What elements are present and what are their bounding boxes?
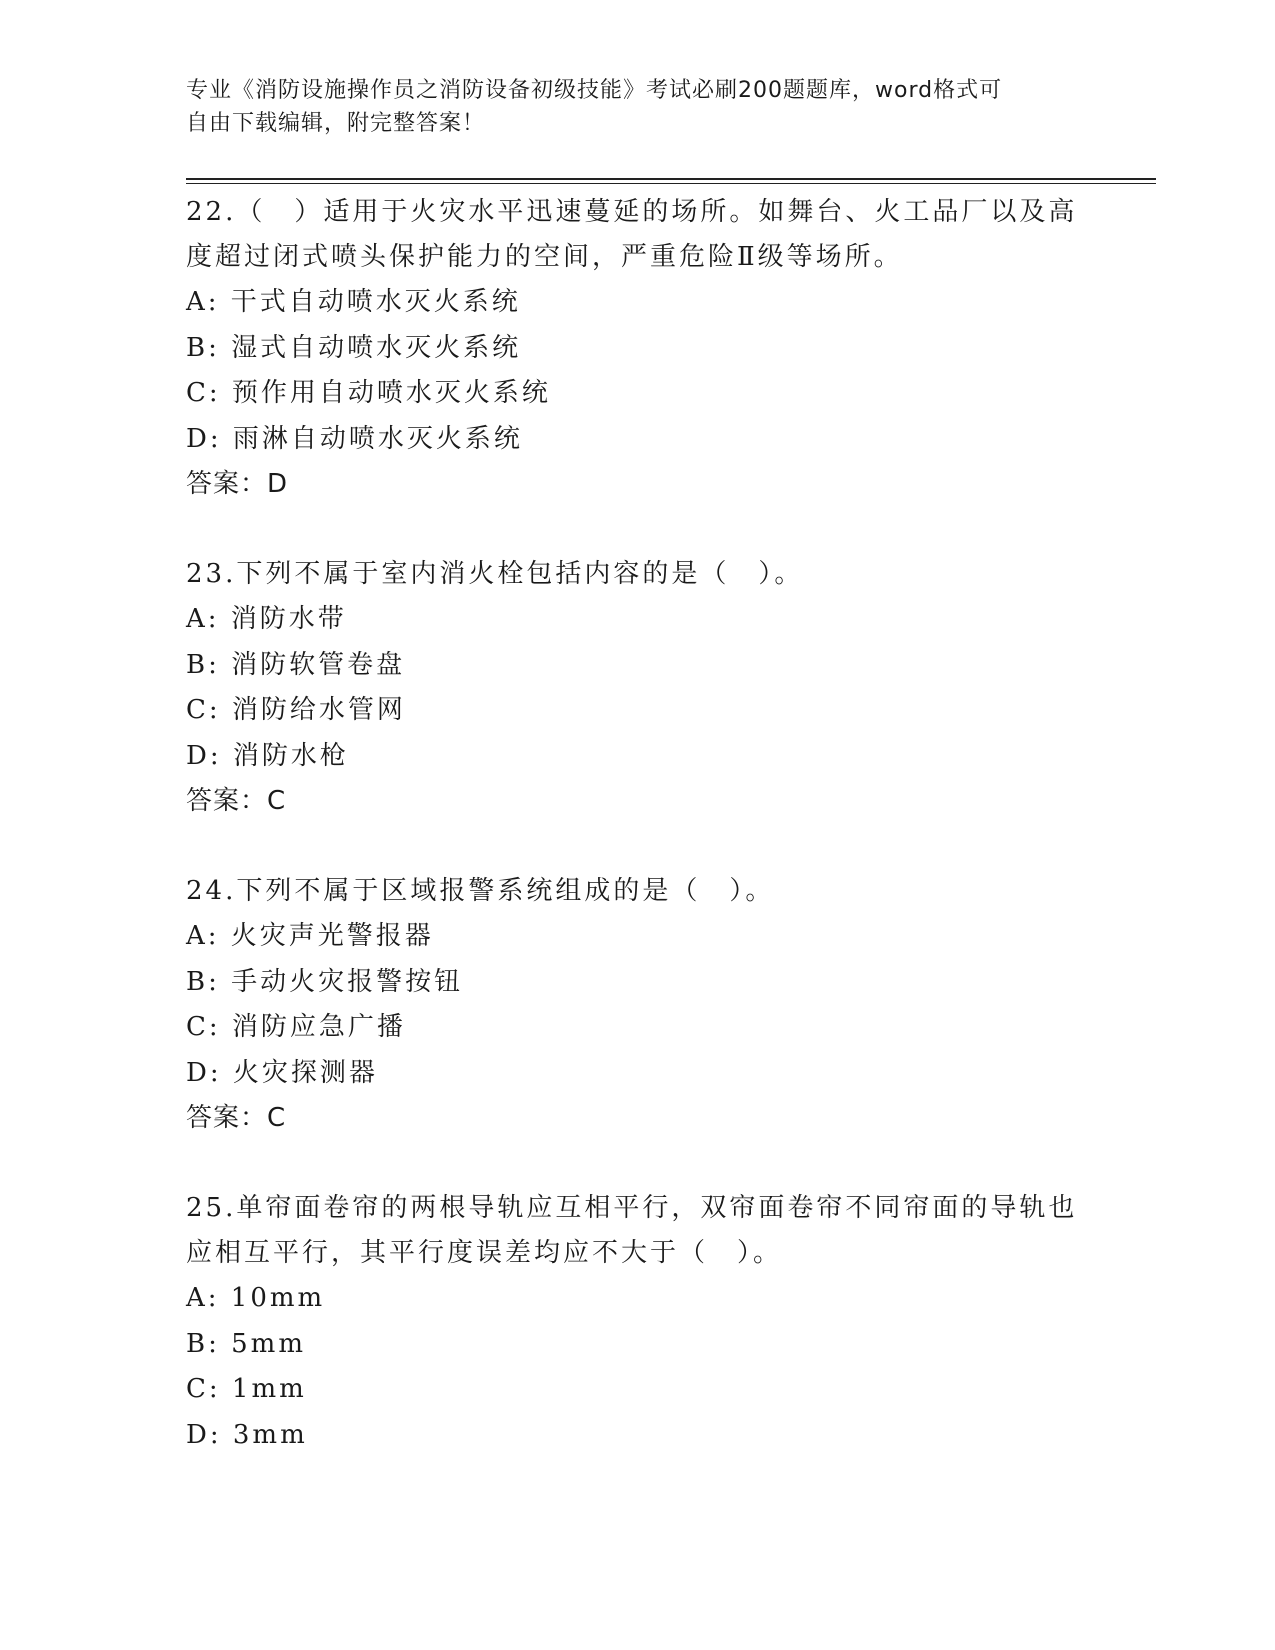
header-divider-thin <box>186 183 1156 184</box>
option-c: C: 消防应急广播 <box>186 1012 406 1042</box>
option-a: A: 消防水带 <box>186 604 347 634</box>
header-line-2: 自由下载编辑，附完整答案！ <box>186 111 486 136</box>
option-b: B: 湿式自动喷水灭火系统 <box>186 332 522 363</box>
answer: 答案：D <box>186 469 289 499</box>
option-c: C: 1mm <box>186 1374 307 1404</box>
answer: 答案：C <box>186 1103 287 1133</box>
option-d: D: 消防水枪 <box>186 740 349 771</box>
header-line-1: 专业《消防设施操作员之消防设备初级技能》考试必刷200题题库，word格式可 <box>186 78 1003 103</box>
document-header <box>186 74 1086 140</box>
question-list <box>186 190 1146 1503</box>
option-c: C: 预作用自动喷水灭火系统 <box>186 378 551 408</box>
option-a: A: 干式自动喷水灭火系统 <box>186 287 521 317</box>
question-text: 22.（ ）适用于火灾水平迅速蔓延的场所。如舞台、火工品厂以及高度超过闭式喷头保护能力的空间，严重危险Ⅱ级等场所。 <box>186 197 1078 272</box>
question-text: 25.单帘面卷帘的两根导轨应互相平行，双帘面卷帘不同帘面的导轨也应相互平行，其平行度误差均应不大于（ ）。 <box>186 1193 1078 1268</box>
answer: 答案：C <box>186 786 287 816</box>
option-d: D: 雨淋自动喷水灭火系统 <box>186 423 523 454</box>
question-23 <box>186 552 1146 824</box>
option-d: D: 3mm <box>186 1419 308 1450</box>
question-24 <box>186 869 1146 1141</box>
option-a: A: 火灾声光警报器 <box>186 921 434 951</box>
option-b: B: 消防软管卷盘 <box>186 649 406 680</box>
option-c: C: 消防给水管网 <box>186 695 406 725</box>
question-25 <box>186 1186 1146 1458</box>
question-22 <box>186 190 1146 507</box>
option-d: D: 火灾探测器 <box>186 1057 378 1088</box>
option-b: B: 手动火灾报警按钮 <box>186 966 464 997</box>
header-divider-thick <box>186 178 1156 180</box>
option-b: B: 5mm <box>186 1328 306 1359</box>
question-text: 23.下列不属于室内消火栓包括内容的是（ ）。 <box>186 559 804 589</box>
option-a: A: 10mm <box>186 1283 326 1313</box>
question-text: 24.下列不属于区域报警系统组成的是（ ）。 <box>186 876 775 906</box>
